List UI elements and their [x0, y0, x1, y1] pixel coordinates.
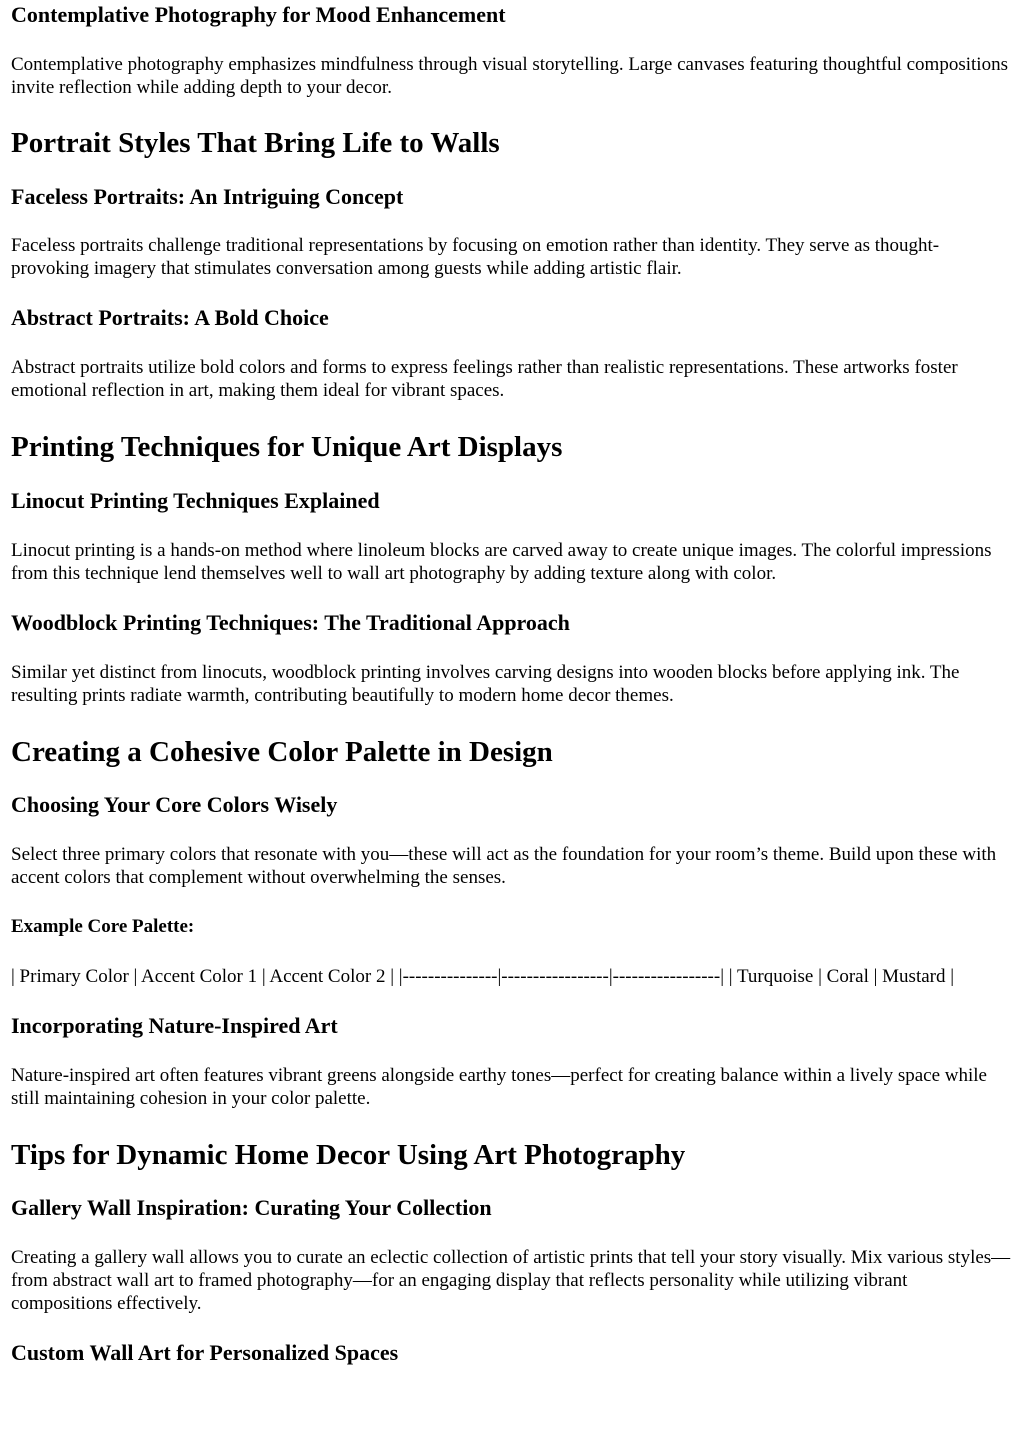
linocut-body: Linocut printing is a hands-on method where linoleum blocks are carved away to create unique images. The colorful impressions from this technique lend themselves well to wall art photography by adding texture along with color. — [11, 540, 992, 584]
article — [0, 2, 1024, 1366]
abstract-body: Abstract portraits utilize bold colors and forms to express feelings rather than realistic representations. These artworks foster emotional reflection in art, making them ideal for vibrant spaces. — [11, 357, 958, 401]
abstract-heading: Abstract Portraits: A Bold Choice — [11, 305, 329, 330]
nature-heading: Incorporating Nature-Inspired Art — [11, 1013, 338, 1038]
faceless-body: Faceless portraits challenge traditional representations by focusing on emotion rather than identity. They serve as thought-provoking imagery that stimulates conversation among guests while adding artistic flair. — [11, 235, 940, 279]
contemplative-heading: Contemplative Photography for Mood Enhancement — [11, 2, 506, 27]
portrait-section-heading: Portrait Styles That Bring Life to Walls — [11, 127, 500, 159]
linocut-heading: Linocut Printing Techniques Explained — [11, 488, 380, 513]
woodblock-body: Similar yet distinct from linocuts, woodblock printing involves carving designs into wooden blocks before applying ink. The resulting prints radiate warmth, contributing beautifully to modern home decor themes. — [11, 662, 960, 706]
tips-section-heading: Tips for Dynamic Home Decor Using Art Photography — [11, 1139, 686, 1171]
custom-art-heading: Custom Wall Art for Personalized Spaces — [11, 1340, 399, 1365]
color-section-heading: Creating a Cohesive Color Palette in Design — [11, 736, 553, 768]
gallery-body: Creating a gallery wall allows you to curate an eclectic collection of artistic prints that tell your story visually. Mix various styles—from abstract wall art to framed photography—for an engaging display that reflects personality while utilizing vibrant compositions effectively. — [11, 1247, 1011, 1314]
faceless-heading: Faceless Portraits: An Intriguing Concept — [11, 184, 404, 209]
palette-heading: Example Core Palette: — [11, 916, 195, 937]
core-colors-body: Select three primary colors that resonate with you—these will act as the foundation for your room’s theme. Build upon these with accent colors that complement without overwhelming the senses. — [11, 844, 997, 888]
contemplative-body: Contemplative photography emphasizes mindfulness through visual storytelling. Large canvases featuring thoughtful compositions invite reflection while adding depth to your decor. — [11, 54, 1008, 98]
palette-table-text: | Primary Color | Accent Color 1 | Accent Color 2 | |---------------|-----------------|-----------------| | Turquoise | Coral | Mustard | — [11, 966, 955, 987]
printing-section-heading: Printing Techniques for Unique Art Displays — [11, 431, 563, 463]
core-colors-heading: Choosing Your Core Colors Wisely — [11, 792, 338, 817]
nature-body: Nature-inspired art often features vibrant greens alongside earthy tones—perfect for creating balance within a lively space while still maintaining cohesion in your color palette. — [11, 1065, 987, 1109]
gallery-heading: Gallery Wall Inspiration: Curating Your Collection — [11, 1195, 492, 1220]
woodblock-heading: Woodblock Printing Techniques: The Traditional Approach — [11, 610, 570, 635]
